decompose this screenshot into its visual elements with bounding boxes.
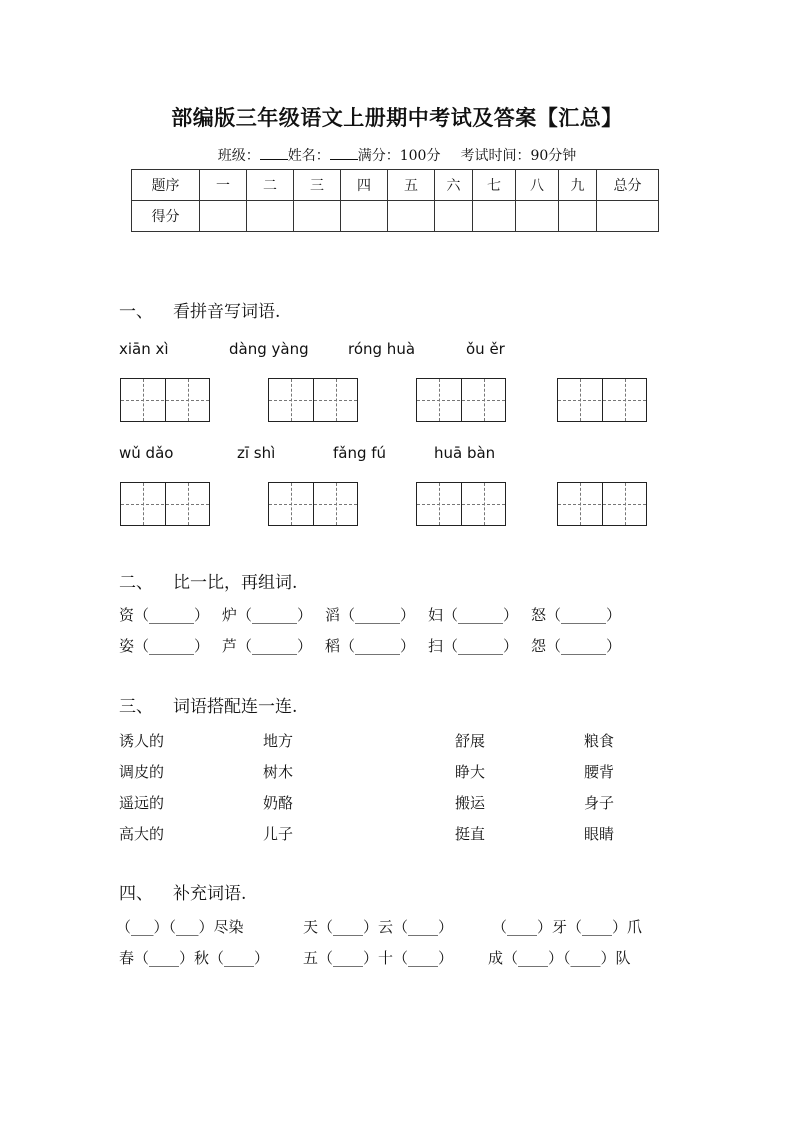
compare-row [119, 635, 634, 656]
match-word-right[interactable]: 地方 [263, 732, 294, 750]
section4-title: 补充词语. [173, 884, 247, 904]
table-header-cell: 五 [388, 170, 435, 201]
compare-item[interactable]: 滔（______） [325, 606, 416, 624]
compare-row [119, 604, 634, 625]
idiom-item[interactable]: 五（____）十（____） [303, 949, 454, 967]
section3-number: 三、 [119, 697, 153, 717]
compare-item[interactable]: 芦（______） [222, 637, 313, 655]
exam-info [0, 145, 794, 165]
match-word-right[interactable]: 腰背 [584, 763, 615, 781]
section1-title: 看拼音写词语. [173, 302, 281, 322]
writing-grid[interactable] [557, 482, 647, 526]
section2-title: 比一比，再组词. [173, 573, 298, 593]
writing-grid[interactable] [268, 482, 358, 526]
score-cell[interactable] [388, 201, 435, 232]
pinyin-label: zī shì [237, 444, 276, 462]
section1-heading [119, 297, 280, 322]
writing-grid[interactable] [557, 378, 647, 422]
table-header-cell: 七 [473, 170, 516, 201]
match-word-right[interactable]: 身子 [584, 794, 615, 812]
section2-heading [119, 568, 297, 593]
section3-heading [119, 692, 297, 717]
class-blank[interactable] [260, 146, 288, 160]
match-word-left[interactable]: 睁大 [455, 763, 486, 781]
exam-time: 考试时间：90分钟 [460, 148, 577, 164]
pinyin-label: ǒu ěr [466, 340, 505, 358]
section4-number: 四、 [119, 884, 153, 904]
table-header-cell: 二 [247, 170, 294, 201]
compare-item[interactable]: 资（______） [119, 606, 210, 624]
compare-item[interactable]: 扫（______） [428, 637, 519, 655]
full-score: 满分：100分 [357, 148, 441, 164]
idiom-item[interactable]: （___）（___）尽染 [116, 918, 244, 936]
score-cell[interactable] [247, 201, 294, 232]
score-cell[interactable] [559, 201, 597, 232]
compare-item[interactable]: 怨（______） [531, 637, 622, 655]
writing-grid[interactable] [416, 378, 506, 422]
compare-item[interactable]: 妇（______） [428, 606, 519, 624]
match-word-left[interactable]: 诱人的 [119, 732, 165, 750]
idiom-item[interactable]: 春（____）秋（____） [119, 949, 270, 967]
score-cell[interactable] [294, 201, 341, 232]
score-cell[interactable] [516, 201, 559, 232]
compare-item[interactable]: 怒（______） [531, 606, 622, 624]
pinyin-label: róng huà [348, 340, 416, 358]
pinyin-label: huā bàn [434, 444, 496, 462]
page-title: 部编版三年级语文上册期中考试及答案【汇总】 [171, 105, 623, 130]
compare-item[interactable]: 稻（______） [325, 637, 416, 655]
table-header-cell: 三 [294, 170, 341, 201]
table-header-cell: 题序 [132, 170, 200, 201]
table-header-cell: 九 [559, 170, 597, 201]
match-word-left[interactable]: 搬运 [455, 794, 486, 812]
pinyin-label: fǎng fú [333, 444, 387, 462]
section2-number: 二、 [119, 573, 153, 593]
compare-item[interactable]: 炉（______） [222, 606, 313, 624]
match-word-left[interactable]: 舒展 [455, 732, 486, 750]
table-header-cell: 一 [200, 170, 247, 201]
table-header-cell: 总分 [597, 170, 659, 201]
match-word-left[interactable]: 遥远的 [119, 794, 165, 812]
match-word-left[interactable]: 调皮的 [119, 763, 165, 781]
name-blank[interactable] [330, 146, 358, 160]
score-table [131, 169, 659, 232]
class-label: 班级： [217, 148, 260, 164]
pinyin-label: wǔ dǎo [119, 444, 174, 462]
idiom-item[interactable]: 天（____）云（____） [303, 918, 454, 936]
score-cell[interactable] [435, 201, 473, 232]
section4-heading [119, 879, 246, 904]
section3-title: 词语搭配连一连. [173, 697, 298, 717]
table-header-cell: 八 [516, 170, 559, 201]
score-cell[interactable] [597, 201, 659, 232]
idiom-item[interactable]: （____）牙（____）爪 [492, 918, 643, 936]
match-word-left[interactable]: 挺直 [455, 825, 486, 843]
match-word-left[interactable]: 高大的 [119, 825, 165, 843]
score-cell[interactable] [341, 201, 388, 232]
score-table-header-row [132, 170, 659, 201]
score-row-label: 得分 [132, 201, 200, 232]
match-word-right[interactable]: 眼睛 [584, 825, 615, 843]
name-label: 姓名： [287, 148, 330, 164]
writing-grid[interactable] [268, 378, 358, 422]
writing-grid[interactable] [120, 378, 210, 422]
match-word-right[interactable]: 儿子 [263, 825, 294, 843]
pinyin-label: xiān xì [119, 340, 169, 358]
match-word-right[interactable]: 奶酪 [263, 794, 294, 812]
compare-item[interactable]: 姿（______） [119, 637, 210, 655]
table-header-cell: 六 [435, 170, 473, 201]
section1-number: 一、 [119, 302, 153, 322]
idiom-item[interactable]: 成（____）（____）队 [488, 949, 631, 967]
match-word-right[interactable]: 粮食 [584, 732, 615, 750]
match-word-right[interactable]: 树木 [263, 763, 294, 781]
score-table-score-row [132, 201, 659, 232]
pinyin-label: dàng yàng [229, 340, 309, 358]
score-cell[interactable] [200, 201, 247, 232]
writing-grid[interactable] [416, 482, 506, 526]
table-header-cell: 四 [341, 170, 388, 201]
writing-grid[interactable] [120, 482, 210, 526]
score-cell[interactable] [473, 201, 516, 232]
